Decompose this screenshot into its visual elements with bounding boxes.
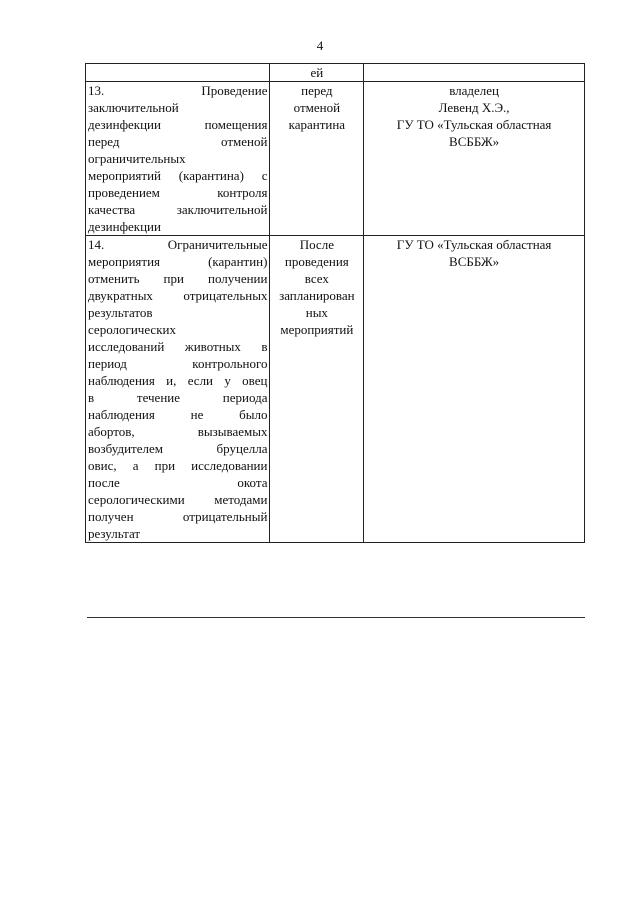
event-cell	[86, 64, 270, 82]
table-body	[86, 64, 585, 543]
event-line: серологическими методами	[88, 492, 268, 507]
event-line: абортов, вызываемых	[88, 424, 268, 439]
event-line: серологических	[88, 322, 176, 337]
event-line: дезинфекции помещения	[88, 117, 268, 132]
term-line: проведения	[284, 254, 349, 269]
table-row-continuation	[86, 64, 585, 82]
term-line: карантина	[288, 117, 346, 132]
event-line: 14. Ограничительные	[88, 237, 268, 252]
footer-divider	[87, 617, 585, 618]
term-line: ных	[305, 305, 328, 320]
table-row-14	[86, 236, 585, 543]
term-line: отменой	[293, 100, 341, 115]
term-cell	[270, 236, 364, 543]
event-line: ограничительных	[88, 151, 186, 166]
event-line: в течение периода	[88, 390, 268, 405]
event-line: результат	[88, 526, 141, 541]
term-line: ей	[310, 65, 324, 80]
term-line: перед	[301, 83, 333, 98]
event-line: овис, а при исследовании	[88, 458, 268, 473]
event-line: перед отменой	[88, 134, 268, 149]
responsible-cell	[364, 236, 585, 543]
event-line: качества заключительной	[88, 202, 268, 217]
measures-table	[85, 63, 585, 543]
term-line: всех	[304, 271, 329, 286]
table-row-13	[86, 82, 585, 236]
event-line: дезинфекции	[88, 219, 161, 234]
page-number: 4	[316, 38, 324, 53]
event-line: период контрольного	[88, 356, 268, 371]
event-line: получен отрицательный	[88, 509, 268, 524]
term-line: мероприятий	[280, 322, 354, 337]
responsible-line: владелец	[449, 83, 500, 98]
event-line: двукратных отрицательных	[88, 288, 268, 303]
responsible-cell	[364, 82, 585, 236]
event-line: мероприятий (карантина) с	[88, 168, 268, 183]
event-line: наблюдения и, если у овец	[88, 373, 268, 388]
term-line: После	[299, 237, 334, 252]
event-cell	[86, 236, 270, 543]
responsible-line: Левенд Х.Э.,	[438, 100, 510, 115]
term-cell	[270, 64, 364, 82]
responsible-cell	[364, 64, 585, 82]
event-line: после окота	[88, 475, 268, 490]
event-line: отменить при получении	[88, 271, 268, 286]
event-line: исследований животных в	[88, 339, 268, 354]
event-line: мероприятия (карантин)	[88, 254, 268, 269]
responsible-line: ГУ ТО «Тульская областная	[396, 117, 552, 132]
event-line: возбудителем бруцелла	[88, 441, 268, 456]
event-line: заключительной	[88, 100, 179, 115]
event-line: результатов	[88, 305, 153, 320]
term-line: запланирован	[279, 288, 355, 303]
event-line: проведением контроля	[88, 185, 268, 200]
term-cell	[270, 82, 364, 236]
event-cell	[86, 82, 270, 236]
responsible-line: ВСББЖ»	[449, 134, 500, 149]
responsible-line: ГУ ТО «Тульская областная	[396, 237, 552, 252]
event-line: 13. Проведение	[88, 83, 268, 98]
event-line: наблюдения не было	[88, 407, 268, 422]
responsible-line: ВСББЖ»	[449, 254, 500, 269]
